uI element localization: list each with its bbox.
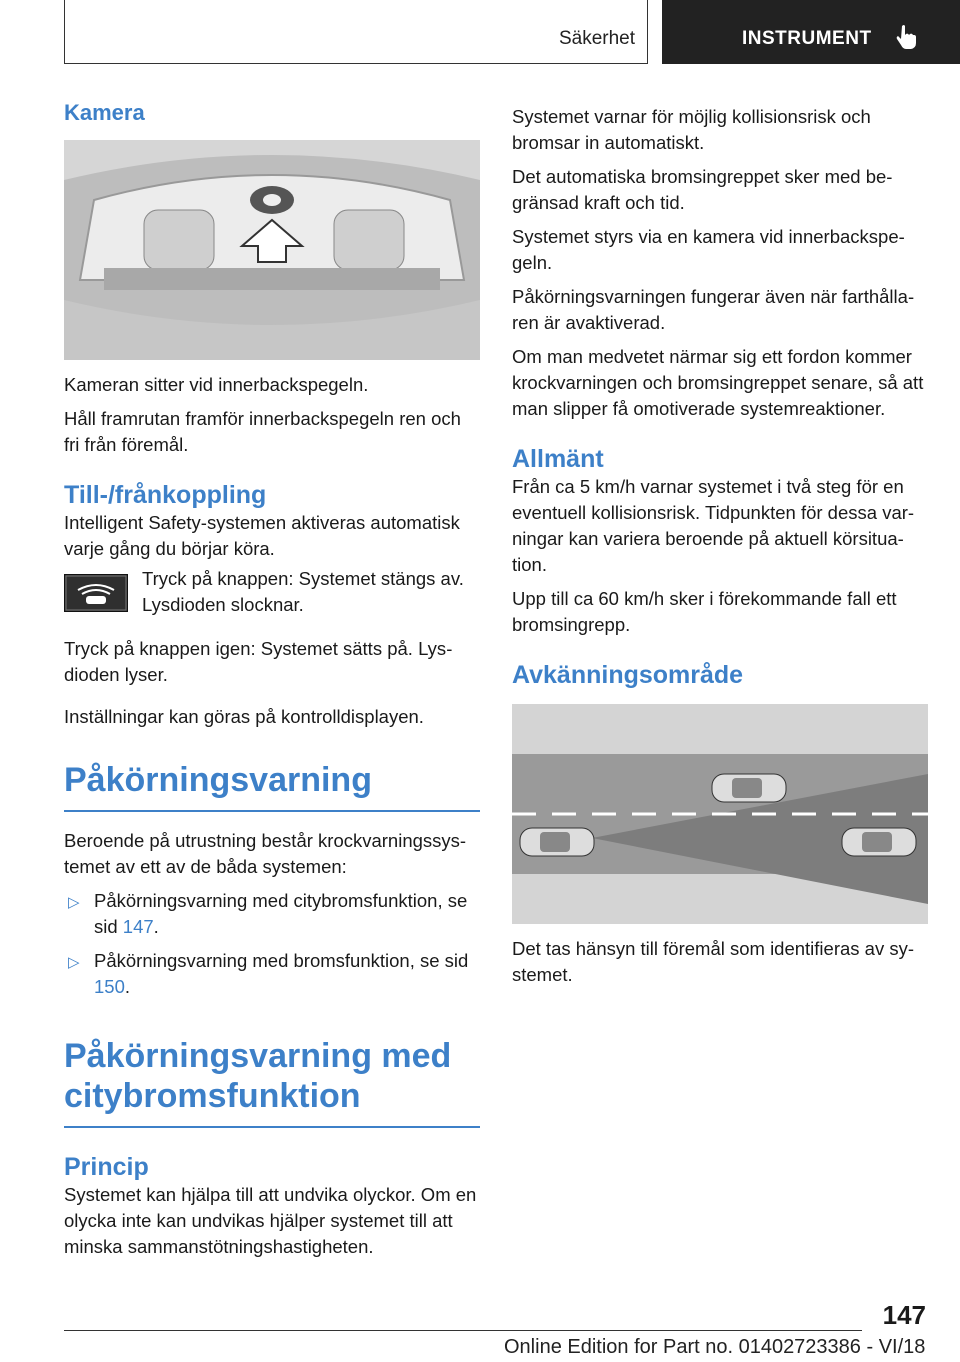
bullet-triangle-icon: ▷ <box>68 894 80 911</box>
right-p2: Det automatiska bromsingreppet sker med begränsad kraft och tid. <box>512 166 893 213</box>
toggle-p3: Inställningar kan göras på kontrolldisplayen. <box>64 706 424 727</box>
allmant-heading: Allmänt <box>512 445 604 473</box>
right-p1: Systemet varnar för möjlig kollisionsrisk och bromsar in automatiskt. <box>512 106 871 153</box>
allmant-p2: Upp till ca 60 km/h sker i förekommande fall ett bromsingrepp. <box>512 588 897 635</box>
right-p4: Påkörningsvarningen fungerar även när farthållaren är avaktiverad. <box>512 286 915 333</box>
warn-heading: Påkörningsvarning <box>64 760 480 812</box>
bullet-end: . <box>153 916 159 937</box>
right-p3: Systemet styrs via en kamera vid innerbackspegeln. <box>512 226 905 273</box>
vehicle-icon <box>520 828 594 856</box>
camera-mirror-image <box>64 140 480 360</box>
princip-p1: Systemet kan hjälpa till att undvika olyckor. Om en olycka inte kan undvikas hjälper systemet till att minska sammanstötningshastigheten. <box>64 1184 477 1257</box>
footer-edition: Online Edition for Part no. 01402723386 - VI/18 <box>504 1336 926 1358</box>
city-heading: Påkörningsvarning med citybromsfunktion <box>64 1036 480 1128</box>
omrade-heading: Avkänningsområde <box>512 661 744 689</box>
page-number: 147 <box>882 1300 926 1330</box>
bullet-item <box>64 888 480 940</box>
vehicle-icon <box>842 828 916 856</box>
bullet-end: . <box>124 976 131 997</box>
kamera-p1: Kameran sitter vid innerbackspegeln. <box>64 374 369 395</box>
bullet-item <box>64 948 480 1000</box>
page-link-150[interactable]: 150 <box>94 976 125 997</box>
left-column <box>64 100 480 1268</box>
bullet-triangle-icon: ▷ <box>68 954 80 971</box>
header-chapter-label: INSTRUMENT <box>742 28 872 49</box>
kamera-heading: Kamera <box>64 100 145 125</box>
kamera-p2: Håll framrutan framför innerbackspegeln ren och fri från föremål. <box>64 408 461 455</box>
right-p5: Om man medvetet närmar sig ett fordon kommer krockvarningen och bromsingreppet senare, så att man slipper få omotiverade systemreaktioner. <box>512 346 924 419</box>
bullet-text: Påkörningsvarning med citybromsfunktion, se sid <box>94 890 468 937</box>
omrade-caption: Det tas hänsyn till föremål som identifieras av systemet. <box>512 938 915 985</box>
toggle-p1: Intelligent Safety-systemen aktiveras automatisk varje gång du börjar köra. <box>64 512 460 559</box>
bullet-text: Påkörningsvarning med bromsfunktion, se sid <box>94 950 469 971</box>
toggle-heading: Till-/frånkoppling <box>64 481 267 509</box>
toggle-button-row <box>64 570 480 630</box>
header-chapter-box <box>662 0 960 64</box>
toggle-button-text: Tryck på knappen: Systemet stängs av. Lysdioden slocknar. <box>142 568 464 615</box>
collision-warning-button-icon <box>64 574 128 612</box>
warn-p1: Beroende på utrustning består krockvarningssystemet av ett av de båda systemen: <box>64 830 467 877</box>
allmant-p1: Från ca 5 km/h varnar systemet i två steg för en eventuell kollisionsrisk. Tidpunkten för dessa varningar kan variera beroende på aktuell körsituation. <box>512 476 915 575</box>
page-link-147[interactable]: 147 <box>122 916 154 937</box>
header-section-box <box>64 0 648 64</box>
footer-divider <box>64 1330 862 1331</box>
right-column <box>512 104 928 996</box>
header-section-label: Säkerhet <box>558 28 635 49</box>
pointing-hand-icon <box>896 24 916 50</box>
princip-heading: Princip <box>64 1153 149 1181</box>
vehicle-icon <box>712 774 786 802</box>
detection-area-diagram <box>512 704 928 924</box>
toggle-p2: Tryck på knappen igen: Systemet sätts på. Lysdioden lyser. <box>64 638 453 685</box>
